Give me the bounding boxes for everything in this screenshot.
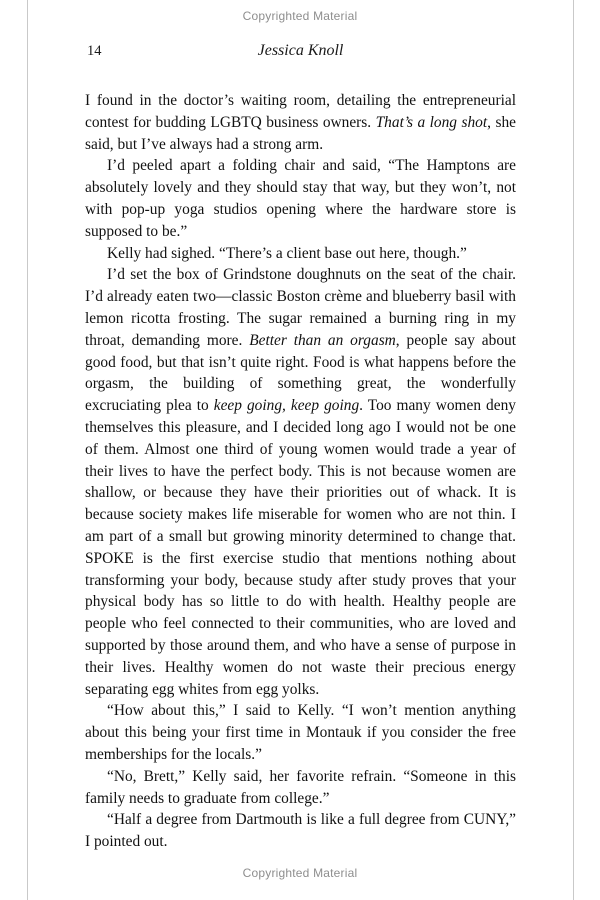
- running-header-author: Jessica Knoll: [257, 42, 344, 59]
- italic-text-run: keep going, keep going: [213, 397, 360, 415]
- page-header: [85, 42, 516, 62]
- text-run: “No, Brett,” Kelly said, her favorite refrain. “Someone in this family needs to graduate from college.”: [85, 767, 516, 807]
- paragraph: [85, 264, 516, 700]
- text-run: I’d set the box of Grindstone doughnuts on the seat of the chair. I’d already eaten two—classic Boston crème and blueberry basil with lemon ricotta frosting. The sugar remained a burning ring in my throat, demanding more.: [85, 266, 516, 349]
- text-run: , she said, but I’ve always had a strong arm.: [85, 113, 516, 153]
- italic-text-run: That’s a long shot: [375, 113, 488, 131]
- copyright-banner-bottom: Copyrighted Material: [242, 866, 358, 880]
- text-run: , people say about good food, but that isn’t quite right. Food is what happens before the orgasm, the building of something great, the wonderfully excruciating plea to: [85, 331, 516, 415]
- italic-text-run: Better than an orgasm: [249, 331, 396, 349]
- page-body: [85, 90, 516, 853]
- paragraph: [85, 243, 516, 265]
- paragraph: [85, 809, 516, 853]
- page-number: 14: [87, 43, 102, 59]
- text-run: . Too many women deny themselves this pleasure, and I decided long ago I would not be one of them. Almost one third of young women would trade a year of their lives to have the perfect body. This is not because women are shallow, or because they have their priorities out of whack. It is because society makes life miserable for women who are not thin. I am part of a small but growing minority determined to change that. SPOKE is the first exercise studio that mentions nothing about transforming your body, because study after study proves that your physical body has so little to do with health. Healthy people are people who feel connected to their communities, who are loved and supported by those around them, and who have a sense of purpose in their lives. Healthy women do not waste their precious energy separating egg whites from egg yolks.: [85, 397, 516, 698]
- paragraph: [85, 700, 516, 765]
- paragraph: [85, 155, 516, 242]
- paragraph: [85, 766, 516, 810]
- text-run: “How about this,” I said to Kelly. “I won’t mention anything about this being your first time in Montauk if you consider the free memberships for the locals.”: [85, 702, 516, 763]
- text-run: Kelly had sighed. “There’s a client base out here, though.”: [107, 244, 467, 262]
- text-run: “Half a degree from Dartmouth is like a full degree from CUNY,” I pointed out.: [85, 811, 516, 851]
- paragraph: [85, 90, 516, 155]
- text-run: I’d peeled apart a folding chair and said, “The Hamptons are absolutely lovely and they should stay that way, but they won’t, not with pop-up yoga studios opening where the hardware store is supposed to be.”: [85, 157, 516, 240]
- text-run: I found in the doctor’s waiting room, detailing the entrepreneurial contest for budding LGBTQ business owners.: [85, 92, 516, 131]
- copyright-banner-top: Copyrighted Material: [242, 9, 358, 23]
